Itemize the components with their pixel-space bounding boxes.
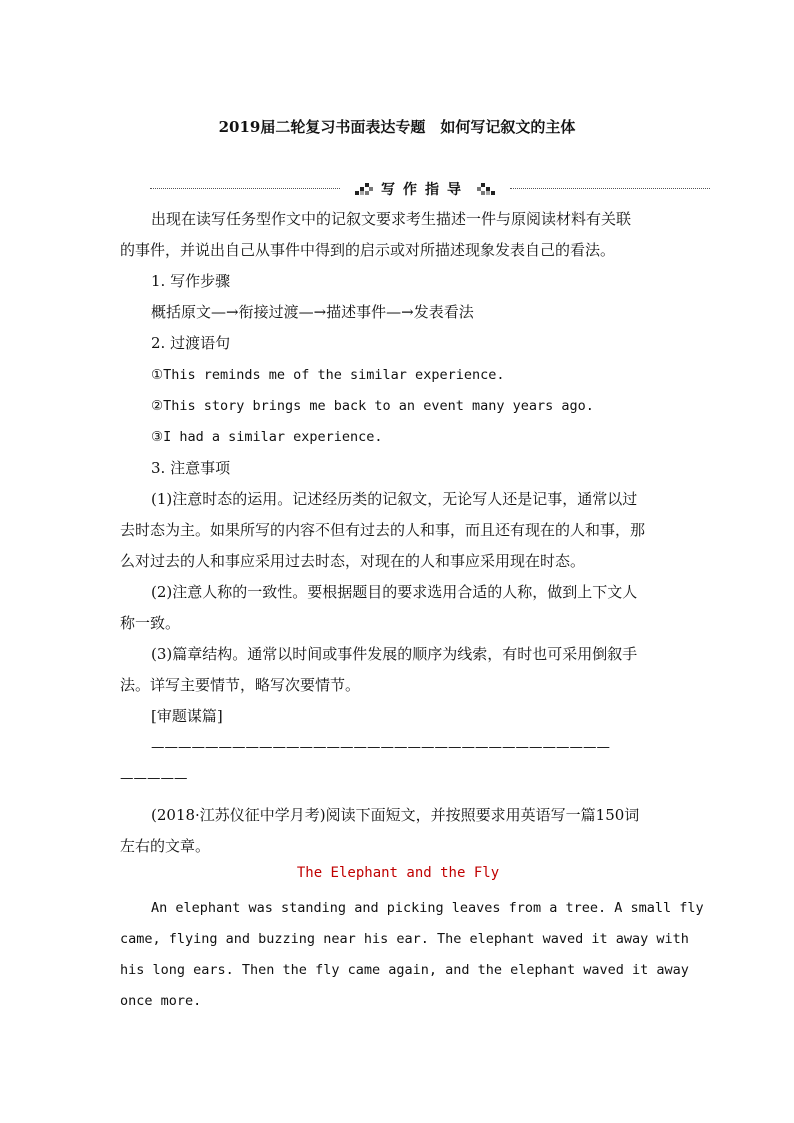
section-heading: 1. 写作步骤: [151, 272, 231, 290]
story-title: The Elephant and the Fly: [296, 865, 500, 881]
answer-dash-line: ——————————————————————————————————: [151, 739, 610, 755]
note-line: 法。详写主要情节，略写次要情节。: [120, 676, 361, 694]
banner-center: [340, 178, 510, 200]
note-line: 称一致。: [120, 614, 181, 632]
banner-rule-left: [150, 188, 340, 189]
story-line: his long ears. Then the fly came again, and the elephant waved it away: [120, 962, 689, 978]
task-line: (2018·江苏仪征中学月考)阅读下面短文，并按照要求用英语写一篇150词: [151, 806, 640, 824]
note-line: (3)篇章结构。通常以时间或事件发展的顺序为线索，有时也可采用倒叙手: [151, 645, 638, 663]
task-line: 左右的文章。: [120, 837, 211, 855]
answer-dash-line: —————: [120, 770, 188, 786]
banner-rule-right: [510, 188, 710, 189]
intro-line: 出现在读写任务型作文中的记叙文要求考生描述一件与原阅读材料有关联: [151, 210, 632, 228]
transition-phrase: ②This story brings me back to an event many years ago.: [151, 398, 594, 414]
review-heading: [审题谋篇]: [151, 707, 223, 725]
note-line: (2)注意人称的一致性。要根据题目的要求选用合适的人称，做到上下文人: [151, 583, 638, 601]
note-line: 么对过去的人和事应采用过去时态，对现在的人和事应采用现在时态。: [120, 552, 586, 570]
transition-phrase: ①This reminds me of the similar experience.: [151, 367, 505, 383]
note-line: (1)注意时态的运用。记述经历类的记叙文，无论写人还是记事，通常以过: [151, 490, 638, 508]
section-banner: [150, 178, 710, 200]
writing-steps: 概括原文—→衔接过渡—→描述事件—→发表看法: [151, 303, 474, 321]
story-line: once more.: [120, 993, 202, 1009]
checker-ornament-icon: [477, 182, 495, 196]
section-heading: 2. 过渡语句: [151, 334, 231, 352]
intro-line: 的事件，并说出自己从事件中得到的启示或对所描述现象发表自己的看法。: [120, 241, 616, 259]
note-line: 去时态为主。如果所写的内容不但有过去的人和事，而且还有现在的人和事，那: [120, 521, 646, 539]
story-line: came, flying and buzzing near his ear. The elephant waved it away with: [120, 931, 689, 947]
transition-phrase: ③I had a similar experience.: [151, 429, 383, 445]
checker-ornament-icon: [355, 182, 373, 196]
banner-label: 写作指导: [381, 182, 469, 198]
section-heading: 3. 注意事项: [151, 459, 231, 477]
story-line: An elephant was standing and picking leaves from a tree. A small fly: [151, 900, 704, 916]
page-title: 2019届二轮复习书面表达专题 如何写记叙文的主体: [218, 118, 576, 136]
